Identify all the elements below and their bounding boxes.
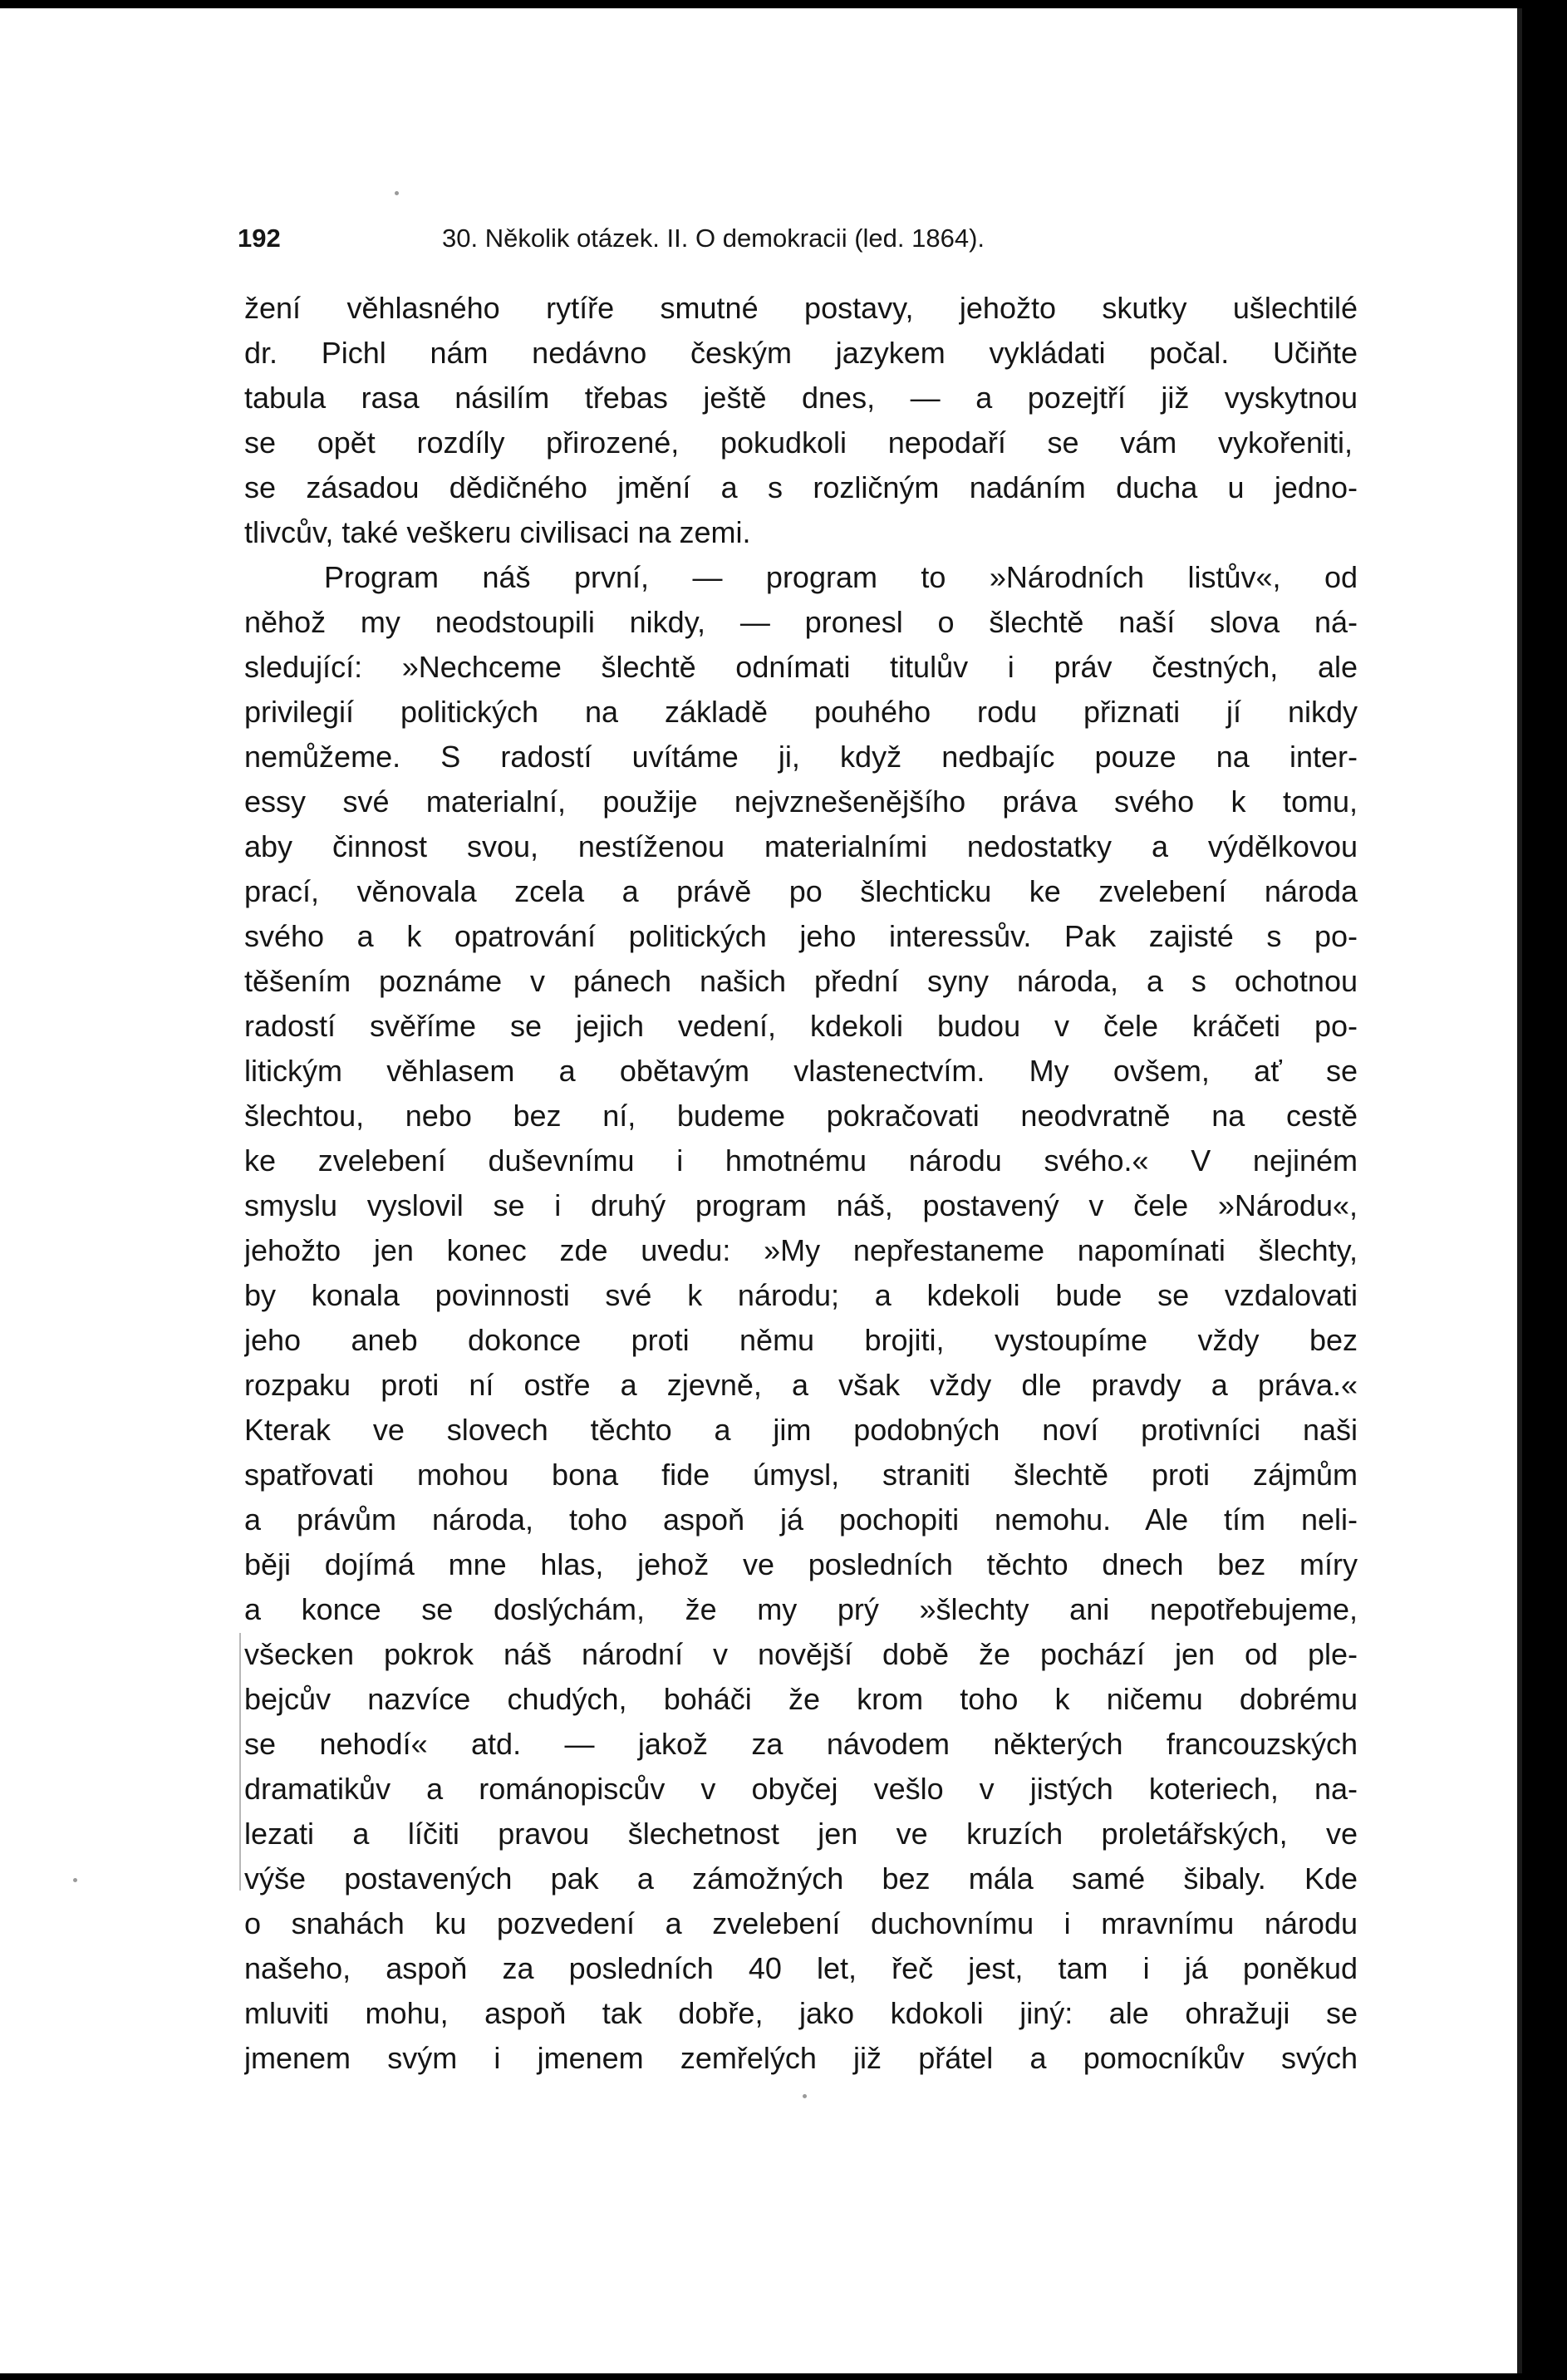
text-line: prací, věnovala zcela a právě po šlechticku ke zvelebení národa [244, 874, 1358, 908]
scan-speck [395, 191, 399, 195]
page-number: 192 [238, 224, 281, 253]
text-line: nemůžeme. S radostí uvítáme ji, když nedbajíc pouze na inter- [244, 740, 1358, 774]
text-line: všecken pokrok náš národní v novější době že pochází jen od ple- [244, 1637, 1358, 1671]
page-header [238, 218, 1351, 259]
text-line: běji dojímá mne hlas, jehož ve posledních těchto dnech bez míry [244, 1547, 1358, 1581]
text-line: smyslu vyslovil se i druhý program náš, postavený v čele »Národu«, [244, 1188, 1358, 1222]
text-line: dr. Pichl nám nedávno českým jazykem vykládati počal. Učiňte [244, 336, 1358, 370]
text-line: se opět rozdíly přirozené, pokudkoli nepodaří se vám vykořeniti, [244, 425, 1353, 460]
text-line: jeho aneb dokonce proti němu brojiti, vystoupíme vždy bez [244, 1323, 1358, 1357]
text-line: něhož my neodstoupili nikdy, — pronesl o šlechtě naší slova ná- [244, 605, 1358, 639]
text-line: lezati a líčiti pravou šlechetnost jen ve kruzích proletářských, ve [244, 1817, 1358, 1851]
text-line: jmenem svým i jmenem zemřelých již přátel a pomocníkův svých [244, 2041, 1358, 2075]
text-line: litickým věhlasem a obětavým vlastenectvím. My ovšem, ať se [244, 1054, 1358, 1088]
text-line: svého a k opatrování politických jeho interessův. Pak zajisté s po- [244, 919, 1358, 953]
scan-speck [803, 2094, 807, 2098]
text-line: a právům národa, toho aspoň já pochopiti nemohu. Ale tím neli- [244, 1502, 1358, 1537]
margin-shadow-line [239, 1633, 241, 1891]
scan-speck [73, 1878, 77, 1882]
book-page [0, 8, 1522, 2373]
text-line: jehožto jen konec zde uvedu: »My nepřestaneme napomínati šlechty, [244, 1233, 1358, 1267]
text-line: se nehodí« atd. — jakož za návodem některých francouzských [244, 1727, 1358, 1761]
text-line: o snahách ku pozvedení a zvelebení duchovnímu i mravnímu národu [244, 1906, 1358, 1940]
text-line: essy své materialní, použije nejvznešenějšího práva svého k tomu, [244, 784, 1358, 819]
text-line: ke zvelebení duševnímu i hmotnému národu svého.« V nejiném [244, 1143, 1358, 1178]
text-line: privilegií politických na základě pouhého rodu přiznati jí nikdy [244, 695, 1358, 729]
text-line: by konala povinnosti své k národu; a kdekoli bude se vzdalovati [244, 1278, 1358, 1312]
text-line: dramatikův a románopiscův v obyčej vešlo v jistých koteriech, na- [244, 1772, 1358, 1806]
text-line: se zásadou dědičného jmění a s rozličným nadáním ducha u jedno- [244, 470, 1358, 504]
text-line: výše postavených pak a zámožných bez mála samé šibaly. Kde [244, 1861, 1358, 1896]
text-line: rozpaku proti ní ostře a zjevně, a však vždy dle pravdy a práva.« [244, 1368, 1358, 1402]
text-line: tabula rasa násilím třebas ještě dnes, — a pozejtří již vyskytnou [244, 381, 1358, 415]
running-title: 30. Několik otázek. II. O demokracii (led. 1864). [442, 224, 985, 253]
text-line: aby činnost svou, nestíženou materialními nedostatky a výdělkovou [244, 829, 1358, 863]
text-line: a konce se doslýchám, že my prý »šlechty ani nepotřebujeme, [244, 1592, 1358, 1626]
text-line: mluviti mohu, aspoň tak dobře, jako kdokoli jiný: ale ohražuji se [244, 1996, 1358, 2030]
body-text [244, 286, 1358, 2097]
text-line: Kterak ve slovech těchto a jim podobných noví protivníci naši [244, 1413, 1358, 1447]
text-line: sledující: »Nechceme šlechtě odnímati titulův i práv čestných, ale [244, 650, 1358, 684]
text-line: bejcův nazvíce chudých, boháči že krom toho k ničemu dobrému [244, 1682, 1358, 1716]
scan-right-border [1522, 0, 1567, 2380]
text-line: radostí svěříme se jejich vedení, kdekoli budou v čele kráčeti po- [244, 1009, 1358, 1043]
text-line: Program náš první, — program to »Národních listův«, od [324, 560, 1358, 594]
text-line: šlechtou, nebo bez ní, budeme pokračovati neodvratně na cestě [244, 1099, 1358, 1133]
text-line: těšením poznáme v pánech našich přední syny národa, a s ochotnou [244, 964, 1358, 998]
text-line: tlivcův, také veškeru civilisaci na zemi. [244, 515, 751, 549]
text-line: našeho, aspoň za posledních 40 let, řeč jest, tam i já poněkud [244, 1951, 1358, 1985]
text-line: žení věhlasného rytíře smutné postavy, jehožto skutky ušlechtilé [244, 291, 1358, 325]
text-line: spatřovati mohou bona fide úmysl, straniti šlechtě proti zájmům [244, 1458, 1358, 1492]
